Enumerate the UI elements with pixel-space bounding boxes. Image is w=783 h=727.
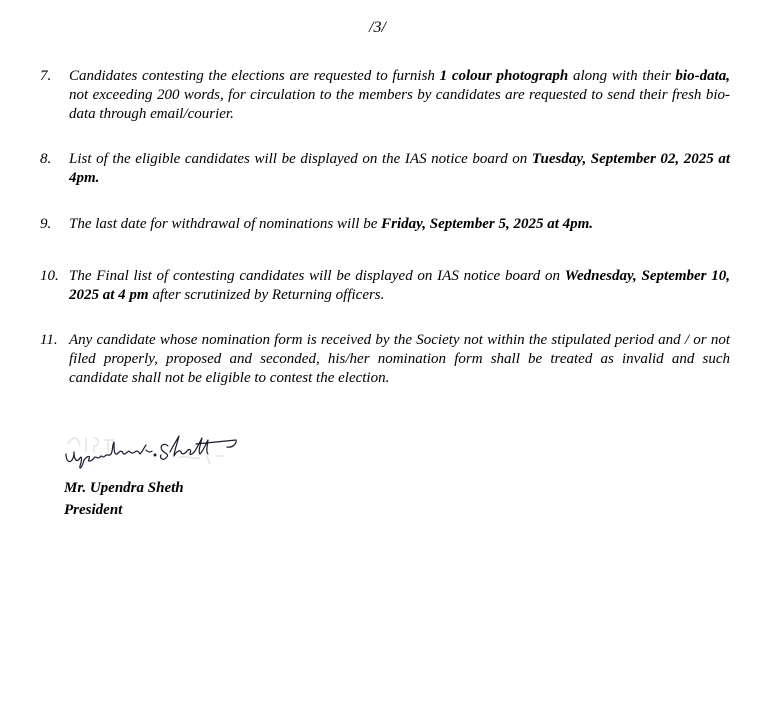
item-text: Any candidate whose nomination form is received by the Society not within the stipulated period and / or not filed properly, proposed and seconded, his/her nomination form shall be treated as invalid and such candidate shall not be eligible to contest the election.	[69, 332, 730, 386]
item-text: not exceeding 200 words, for circulation to the members by candidates are requested to send their fresh bio-data through email/courier.	[69, 87, 730, 122]
item-bold-text: Tuesday, September 02, 2025 at 4pm.	[69, 151, 730, 186]
item-text: Candidates contesting the elections are requested to furnish	[69, 68, 440, 84]
item-text: along with their	[568, 68, 676, 84]
list-item-11	[40, 331, 730, 388]
signature-image	[60, 424, 240, 472]
item-number: 10.	[40, 268, 59, 284]
item-bold-text: Friday, September 5, 2025 at 4pm.	[381, 216, 594, 232]
signatory-title: President	[64, 502, 123, 518]
signatory-name: Mr. Upendra Sheth	[64, 480, 184, 496]
item-bold-text: 1 colour photograph	[439, 68, 569, 84]
item-text: after scrutinized by Returning officers.	[148, 287, 385, 303]
item-number: 8.	[40, 151, 52, 167]
item-bold-text: Wednesday, September 10, 2025 at 4 pm	[69, 268, 731, 303]
list-item-7	[40, 67, 730, 124]
item-text: The Final list of contesting candidates will be displayed on IAS notice board on	[69, 268, 565, 284]
page-number: /3/	[369, 19, 386, 36]
item-text: List of the eligible candidates will be displayed on the IAS notice board on	[69, 151, 532, 167]
list-item-8	[40, 150, 730, 188]
list-item-9	[40, 215, 730, 234]
list-item-10	[40, 267, 730, 305]
item-number: 7.	[40, 68, 52, 84]
signatory-block	[64, 477, 184, 521]
item-bold-text: bio-data,	[675, 68, 730, 84]
item-number: 9.	[40, 216, 52, 232]
item-number: 11.	[40, 332, 58, 348]
signature-strokes	[66, 436, 236, 468]
numbered-list	[40, 67, 730, 388]
item-text: The last date for withdrawal of nominations will be	[69, 216, 382, 232]
